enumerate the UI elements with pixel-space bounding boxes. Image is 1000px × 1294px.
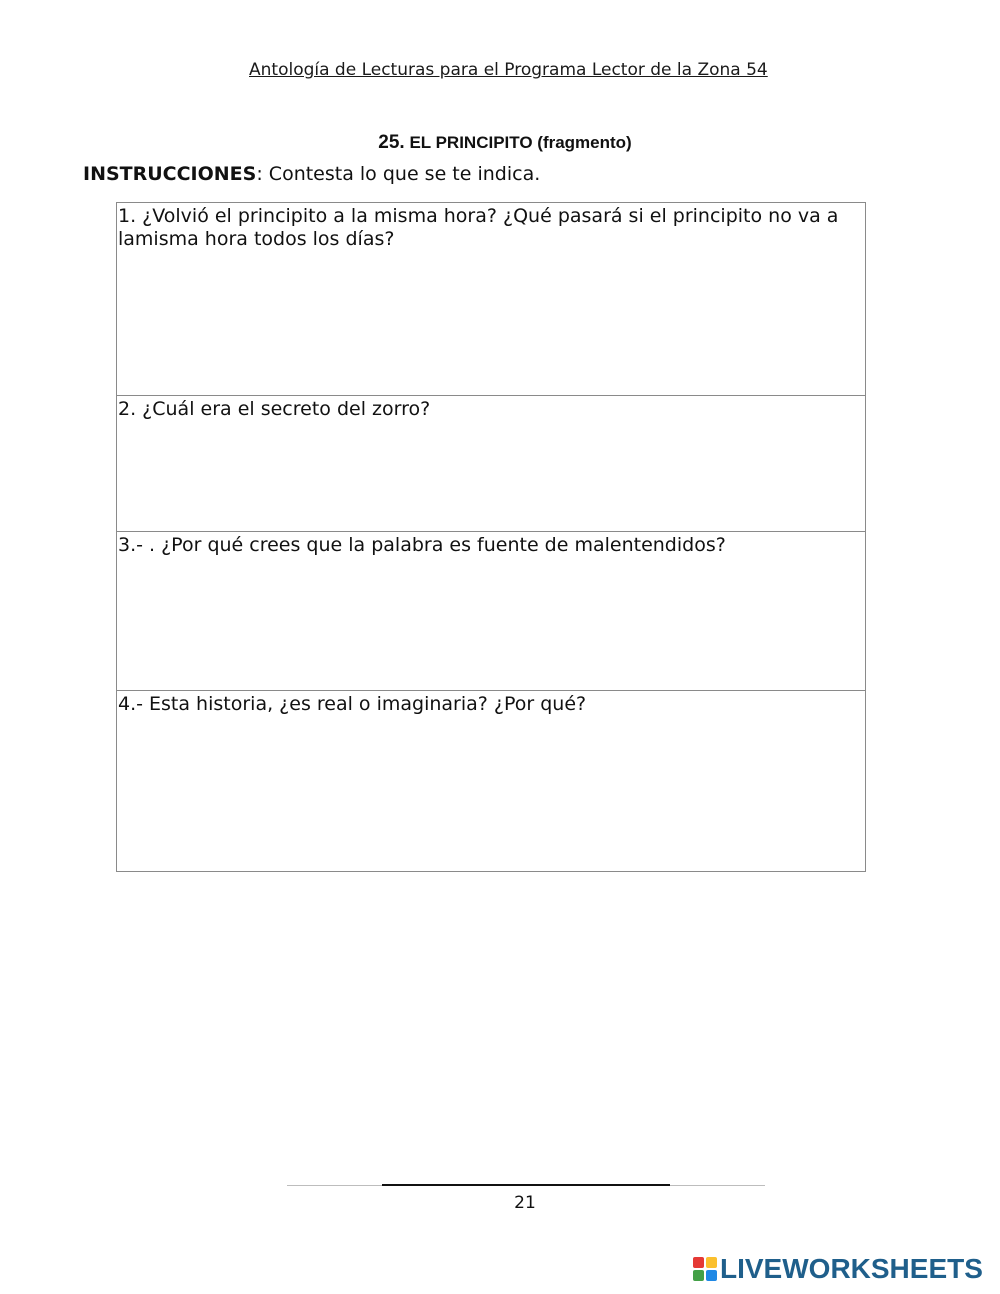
- title-text: EL PRINCIPITO (fragmento): [409, 133, 632, 152]
- question-cell-4[interactable]: 4.- Esta historia, ¿es real o imaginaria? ¿Por qué?: [117, 691, 866, 872]
- questions-table: [116, 202, 866, 872]
- question-cell-3[interactable]: 3.- . ¿Por qué crees que la palabra es fuente de malentendidos?: [117, 532, 866, 691]
- title-number: 25.: [378, 132, 405, 153]
- page-header: Antología de Lecturas para el Programa Lector de la Zona 54: [249, 60, 768, 80]
- liveworksheets-logo-icon: [693, 1257, 717, 1281]
- question-cell-2[interactable]: 2. ¿Cuál era el secreto del zorro?: [117, 396, 866, 532]
- logo-tile-yellow: [706, 1257, 717, 1268]
- brand-name: LIVEWORKSHEETS: [720, 1253, 983, 1284]
- question-cell-1[interactable]: 1. ¿Volvió el principito a la misma hora? ¿Qué pasará si el principito no va a lamisma hora todos los días?: [117, 203, 866, 396]
- page-number: 21: [514, 1193, 536, 1213]
- logo-tile-blue: [706, 1270, 717, 1281]
- logo-tile-green: [693, 1270, 704, 1281]
- page-title: [0, 132, 1000, 154]
- question-row: [117, 691, 866, 872]
- question-row: [117, 532, 866, 691]
- instructions-text: : Contesta lo que se te indica.: [256, 163, 541, 185]
- logo-tile-red: [693, 1257, 704, 1268]
- footer-divider-dark: [382, 1184, 670, 1186]
- question-row: [117, 396, 866, 532]
- instructions-label: INSTRUCCIONES: [83, 163, 257, 185]
- liveworksheets-brand[interactable]: [693, 1254, 983, 1284]
- instructions: [83, 163, 540, 185]
- question-row: [117, 203, 866, 396]
